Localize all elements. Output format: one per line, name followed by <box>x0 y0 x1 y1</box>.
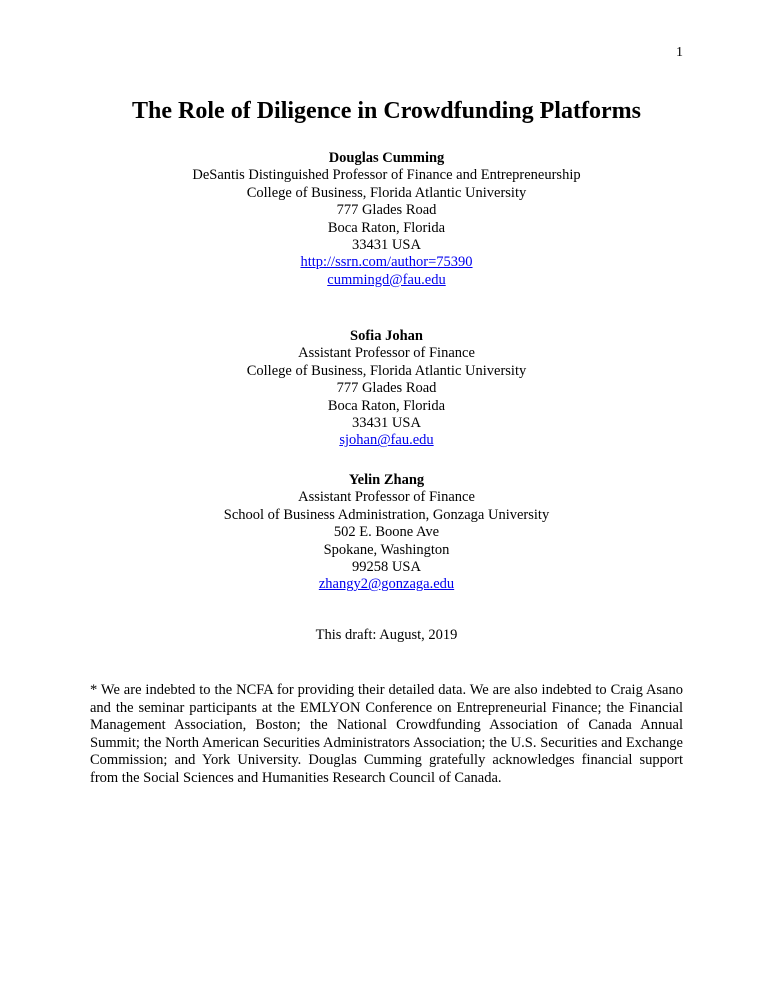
author-block-zhang <box>0 472 773 594</box>
author-name: Sofia Johan <box>350 328 423 344</box>
author-affiliation: College of Business, Florida Atlantic University <box>246 184 527 201</box>
author-name: Yelin Zhang <box>348 472 425 488</box>
author-affiliation: School of Business Administration, Gonzaga University <box>223 506 550 523</box>
author-ssrn-link[interactable]: http://ssrn.com/author=75390 <box>300 254 473 271</box>
author-name: Douglas Cumming <box>328 150 445 166</box>
draft-date: This draft: August, 2019 <box>315 627 458 643</box>
author-postal: 33431 USA <box>352 415 421 432</box>
page-number: 1 <box>676 45 683 60</box>
author-city: Boca Raton, Florida <box>327 397 446 414</box>
author-block-cumming <box>0 150 773 289</box>
author-street: 777 Glades Road <box>336 380 437 397</box>
author-street: 502 E. Boone Ave <box>333 524 440 541</box>
author-position: DeSantis Distinguished Professor of Finance and Entrepreneurship <box>192 167 581 184</box>
author-city: Spokane, Washington <box>323 541 450 558</box>
author-postal: 99258 USA <box>352 559 421 576</box>
author-email-link[interactable]: zhangy2@gonzaga.edu <box>318 576 455 593</box>
author-position: Assistant Professor of Finance <box>298 345 475 362</box>
acknowledgement-footnote: * We are indebted to the NCFA for providing their detailed data. We are also indebted to Craig Asano and the seminar participants at the EMLYON Conference on Entrepreneurial Finance; the Financial Management Association, Boston; the National Crowdfunding Association of Canada Annual Summit; the North American Securities Administrators Association; the U.S. Securities and Exchange Commission; and York University. Douglas Cumming gratefully acknowledges financial support from the Social Sciences and Humanities Research Council of Canada. <box>90 682 683 786</box>
author-position: Assistant Professor of Finance <box>298 489 475 506</box>
author-street: 777 Glades Road <box>336 202 437 219</box>
author-city: Boca Raton, Florida <box>327 219 446 236</box>
author-email-link[interactable]: cummingd@fau.edu <box>327 271 446 288</box>
author-block-johan <box>0 328 773 450</box>
author-postal: 33431 USA <box>352 237 421 254</box>
author-email-link[interactable]: sjohan@fau.edu <box>339 432 434 449</box>
paper-title: The Role of Diligence in Crowdfunding Platforms <box>132 98 641 124</box>
author-affiliation: College of Business, Florida Atlantic University <box>246 362 527 379</box>
